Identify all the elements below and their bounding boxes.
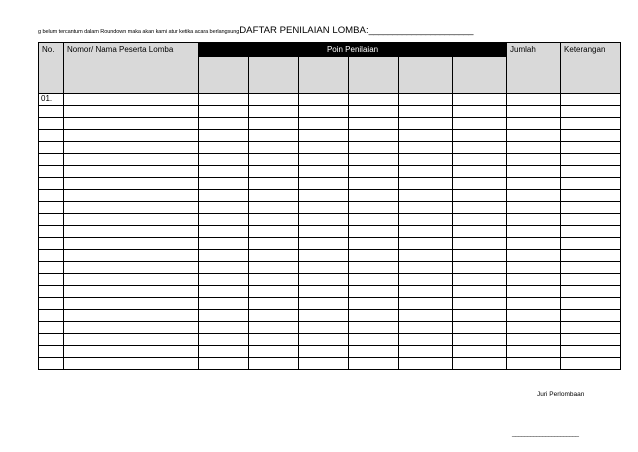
table-cell — [249, 142, 299, 154]
table-cell — [64, 298, 199, 310]
table-cell — [349, 166, 399, 178]
table-cell — [39, 310, 64, 322]
table-cell — [453, 142, 507, 154]
table-cell — [64, 94, 199, 106]
table-cell — [507, 298, 561, 310]
table-cell — [249, 262, 299, 274]
table-cell — [249, 226, 299, 238]
table-cell — [507, 190, 561, 202]
table-cell — [399, 166, 453, 178]
table-cell — [349, 262, 399, 274]
table-cell — [399, 190, 453, 202]
table-cell — [453, 250, 507, 262]
table-cell — [349, 214, 399, 226]
table-cell — [299, 166, 349, 178]
table-cell — [64, 130, 199, 142]
table-cell — [249, 154, 299, 166]
table-cell — [199, 274, 249, 286]
table-cell — [299, 202, 349, 214]
table-cell — [249, 94, 299, 106]
table-cell — [561, 298, 621, 310]
table-cell — [507, 130, 561, 142]
table-cell — [349, 118, 399, 130]
score-subheader-cell — [399, 57, 453, 94]
table-cell — [39, 358, 64, 370]
header-total: Jumlah — [507, 43, 561, 94]
table-cell — [199, 250, 249, 262]
table-row — [39, 322, 621, 334]
table-cell — [249, 298, 299, 310]
table-cell — [39, 250, 64, 262]
table-cell — [507, 346, 561, 358]
table-cell — [561, 142, 621, 154]
table-row — [39, 118, 621, 130]
table-cell — [299, 94, 349, 106]
table-cell — [64, 214, 199, 226]
table-cell — [64, 238, 199, 250]
table-cell — [507, 334, 561, 346]
table-cell — [561, 130, 621, 142]
table-cell — [399, 142, 453, 154]
row-number: 01. — [39, 94, 64, 106]
table-cell — [453, 202, 507, 214]
table-cell — [249, 286, 299, 298]
table-cell — [199, 142, 249, 154]
table-row — [39, 274, 621, 286]
table-cell — [349, 322, 399, 334]
table-cell — [39, 178, 64, 190]
table-cell — [64, 250, 199, 262]
table-cell — [453, 154, 507, 166]
table-cell — [399, 322, 453, 334]
table-cell — [64, 310, 199, 322]
table-cell — [199, 94, 249, 106]
table-cell — [453, 310, 507, 322]
table-cell — [453, 94, 507, 106]
table-cell — [299, 310, 349, 322]
table-cell — [399, 250, 453, 262]
table-cell — [199, 202, 249, 214]
table-cell — [349, 142, 399, 154]
table-cell — [199, 226, 249, 238]
table-row — [39, 262, 621, 274]
table-cell — [399, 226, 453, 238]
header-participant: Nomor/ Nama Peserta Lomba — [64, 43, 199, 94]
table-row — [39, 94, 621, 106]
table-cell — [299, 130, 349, 142]
table-cell — [561, 262, 621, 274]
table-cell — [349, 178, 399, 190]
table-cell — [64, 274, 199, 286]
table-cell — [299, 190, 349, 202]
table-cell — [453, 178, 507, 190]
table-cell — [199, 322, 249, 334]
table-cell — [561, 334, 621, 346]
table-cell — [349, 346, 399, 358]
table-cell — [507, 106, 561, 118]
table-cell — [507, 142, 561, 154]
table-row — [39, 226, 621, 238]
table-cell — [349, 250, 399, 262]
table-cell — [64, 286, 199, 298]
table-cell — [453, 190, 507, 202]
table-cell — [561, 250, 621, 262]
table-row — [39, 202, 621, 214]
table-cell — [561, 202, 621, 214]
table-cell — [249, 214, 299, 226]
table-cell — [349, 94, 399, 106]
table-cell — [349, 298, 399, 310]
table-cell — [507, 262, 561, 274]
table-cell — [299, 238, 349, 250]
table-cell — [299, 346, 349, 358]
table-cell — [299, 154, 349, 166]
table-cell — [561, 154, 621, 166]
table-cell — [39, 286, 64, 298]
table-cell — [399, 154, 453, 166]
table-cell — [249, 130, 299, 142]
table-cell — [39, 202, 64, 214]
table-cell — [199, 214, 249, 226]
table-cell — [249, 178, 299, 190]
table-cell — [199, 106, 249, 118]
scoring-table — [38, 42, 621, 370]
table-cell — [561, 274, 621, 286]
table-cell — [349, 202, 399, 214]
table-cell — [249, 118, 299, 130]
table-cell — [39, 118, 64, 130]
table-cell — [453, 214, 507, 226]
table-cell — [349, 106, 399, 118]
table-cell — [349, 286, 399, 298]
table-cell — [299, 142, 349, 154]
table-cell — [561, 118, 621, 130]
table-cell — [507, 118, 561, 130]
table-cell — [64, 178, 199, 190]
table-cell — [64, 106, 199, 118]
table-cell — [349, 334, 399, 346]
table-cell — [507, 274, 561, 286]
table-cell — [299, 334, 349, 346]
table-cell — [299, 274, 349, 286]
table-cell — [299, 358, 349, 370]
table-cell — [453, 262, 507, 274]
table-cell — [453, 118, 507, 130]
table-cell — [507, 286, 561, 298]
table-cell — [453, 322, 507, 334]
table-cell — [507, 166, 561, 178]
table-cell — [39, 322, 64, 334]
table-cell — [349, 274, 399, 286]
table-cell — [249, 346, 299, 358]
table-cell — [39, 106, 64, 118]
table-cell — [349, 130, 399, 142]
table-cell — [39, 346, 64, 358]
header-no: No. — [39, 43, 64, 94]
table-row — [39, 190, 621, 202]
table-cell — [399, 178, 453, 190]
table-cell — [249, 334, 299, 346]
table-cell — [249, 238, 299, 250]
score-subheader-cell — [199, 57, 249, 94]
table-cell — [39, 334, 64, 346]
table-cell — [399, 130, 453, 142]
table-cell — [249, 106, 299, 118]
table-cell — [453, 238, 507, 250]
table-cell — [561, 286, 621, 298]
signature-line: ______________________ — [512, 430, 579, 437]
table-cell — [561, 166, 621, 178]
table-cell — [199, 346, 249, 358]
table-cell — [249, 274, 299, 286]
table-cell — [249, 202, 299, 214]
header-notes: Keterangan — [561, 43, 621, 94]
table-row — [39, 166, 621, 178]
table-cell — [561, 358, 621, 370]
table-cell — [64, 154, 199, 166]
table-cell — [199, 166, 249, 178]
table-cell — [507, 322, 561, 334]
table-cell — [299, 226, 349, 238]
table-cell — [299, 178, 349, 190]
header-prefix: g belum tercantum dalam Roundown maka akan kami atur ketika acara berlangsung — [38, 29, 240, 35]
table-cell — [64, 358, 199, 370]
table-cell — [453, 358, 507, 370]
table-cell — [199, 286, 249, 298]
table-cell — [199, 358, 249, 370]
table-cell — [199, 334, 249, 346]
score-subheader-cell — [299, 57, 349, 94]
table-cell — [39, 214, 64, 226]
table-cell — [349, 226, 399, 238]
table-cell — [39, 142, 64, 154]
table-cell — [561, 190, 621, 202]
table-cell — [561, 310, 621, 322]
table-cell — [299, 322, 349, 334]
table-cell — [561, 238, 621, 250]
table-cell — [64, 118, 199, 130]
table-header-row — [39, 43, 621, 57]
table-cell — [561, 214, 621, 226]
table-row — [39, 298, 621, 310]
table-cell — [399, 298, 453, 310]
table-cell — [507, 358, 561, 370]
table-cell — [64, 262, 199, 274]
table-cell — [399, 202, 453, 214]
table-row — [39, 358, 621, 370]
table-cell — [399, 334, 453, 346]
table-row — [39, 286, 621, 298]
score-subheader-cell — [349, 57, 399, 94]
table-cell — [453, 130, 507, 142]
table-row — [39, 142, 621, 154]
table-cell — [399, 106, 453, 118]
table-cell — [299, 262, 349, 274]
table-row — [39, 238, 621, 250]
table-cell — [507, 238, 561, 250]
table-cell — [199, 238, 249, 250]
table-cell — [453, 298, 507, 310]
table-cell — [507, 202, 561, 214]
table-cell — [249, 250, 299, 262]
table-cell — [399, 238, 453, 250]
table-cell — [39, 226, 64, 238]
header-scoring-points: Poin Penilaian — [199, 43, 507, 57]
table-cell — [64, 190, 199, 202]
table-cell — [399, 118, 453, 130]
table-cell — [39, 130, 64, 142]
table-cell — [349, 310, 399, 322]
table-cell — [39, 298, 64, 310]
table-cell — [453, 334, 507, 346]
header-blank-line: ______________________ — [368, 25, 473, 36]
table-cell — [299, 298, 349, 310]
table-cell — [399, 214, 453, 226]
header-title: DAFTAR PENILAIAN LOMBA: — [239, 25, 369, 36]
table-row — [39, 310, 621, 322]
table-cell — [249, 190, 299, 202]
table-cell — [507, 226, 561, 238]
table-cell — [39, 238, 64, 250]
table-cell — [199, 130, 249, 142]
table-cell — [64, 346, 199, 358]
table-cell — [399, 274, 453, 286]
table-cell — [64, 334, 199, 346]
table-cell — [199, 190, 249, 202]
table-cell — [64, 166, 199, 178]
table-cell — [399, 286, 453, 298]
table-cell — [199, 178, 249, 190]
table-cell — [399, 310, 453, 322]
document-title — [38, 22, 598, 39]
table-cell — [349, 358, 399, 370]
table-cell — [561, 346, 621, 358]
table-cell — [39, 190, 64, 202]
table-cell — [199, 310, 249, 322]
score-subheader-cell — [453, 57, 507, 94]
table-row — [39, 250, 621, 262]
table-cell — [561, 94, 621, 106]
table-cell — [299, 118, 349, 130]
signature-label: Juri Perlombaan — [537, 391, 585, 398]
table-cell — [299, 214, 349, 226]
table-cell — [561, 322, 621, 334]
table-cell — [249, 166, 299, 178]
table-cell — [507, 310, 561, 322]
table-cell — [561, 226, 621, 238]
table-row — [39, 178, 621, 190]
table-cell — [453, 286, 507, 298]
table-cell — [453, 106, 507, 118]
table-row — [39, 214, 621, 226]
table-cell — [453, 274, 507, 286]
table-cell — [561, 178, 621, 190]
table-row — [39, 334, 621, 346]
table-cell — [399, 358, 453, 370]
table-row — [39, 154, 621, 166]
table-cell — [299, 286, 349, 298]
table-cell — [453, 166, 507, 178]
table-cell — [349, 238, 399, 250]
table-cell — [64, 322, 199, 334]
score-subheader-cell — [249, 57, 299, 94]
table-cell — [199, 298, 249, 310]
table-cell — [64, 202, 199, 214]
table-cell — [199, 154, 249, 166]
table-row — [39, 106, 621, 118]
table-cell — [399, 94, 453, 106]
table-cell — [64, 142, 199, 154]
table-cell — [399, 262, 453, 274]
table-cell — [507, 214, 561, 226]
table-cell — [249, 358, 299, 370]
table-cell — [64, 226, 199, 238]
table-cell — [453, 226, 507, 238]
table-cell — [199, 118, 249, 130]
table-cell — [249, 310, 299, 322]
table-cell — [507, 154, 561, 166]
table-cell — [349, 190, 399, 202]
table-cell — [299, 250, 349, 262]
table-cell — [39, 166, 64, 178]
table-cell — [39, 274, 64, 286]
table-cell — [399, 346, 453, 358]
table-cell — [507, 94, 561, 106]
table-cell — [453, 346, 507, 358]
table-cell — [39, 262, 64, 274]
table-cell — [199, 262, 249, 274]
table-cell — [349, 154, 399, 166]
table-row — [39, 346, 621, 358]
table-cell — [507, 250, 561, 262]
table-cell — [39, 154, 64, 166]
table-cell — [561, 106, 621, 118]
table-cell — [299, 106, 349, 118]
table-cell — [249, 322, 299, 334]
table-cell — [507, 178, 561, 190]
table-row — [39, 130, 621, 142]
